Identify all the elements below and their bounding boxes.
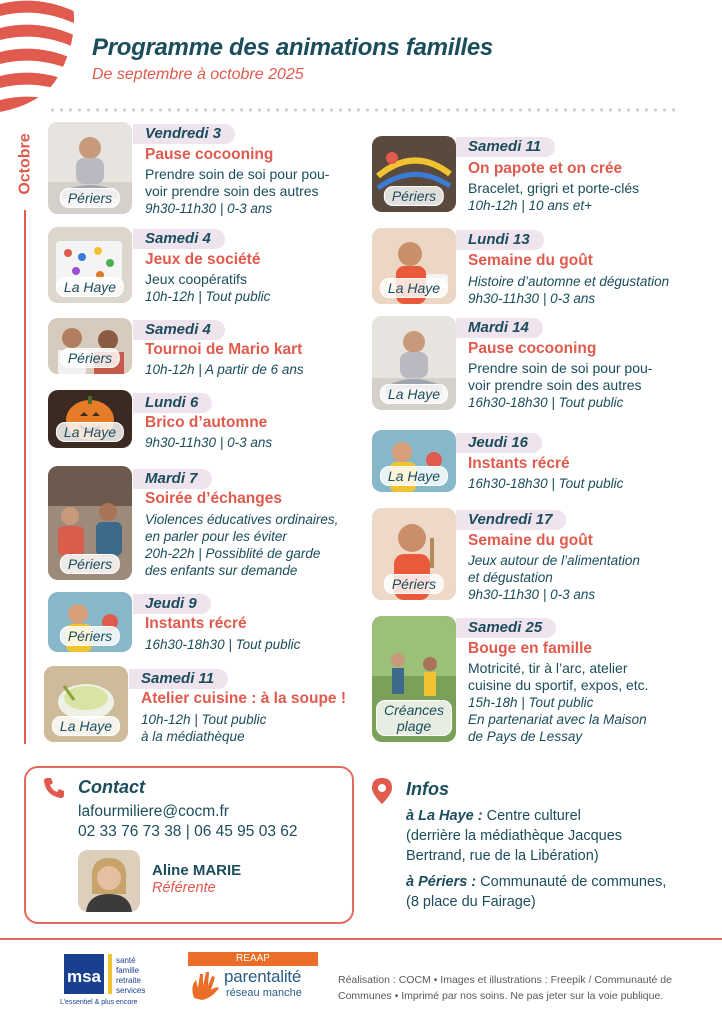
event-title: Soirée d’échanges: [145, 490, 282, 507]
event-title: Atelier cuisine : à la soupe !: [141, 690, 347, 707]
page-title: Programme des animations familles: [92, 34, 493, 61]
event-description: Prendre soin de soi pour pou- voir prendre soin des autres 9h30-11h30 | 0-3 ans: [145, 166, 330, 216]
decorative-stripes: [0, 0, 80, 112]
hand-icon: [188, 968, 222, 1002]
svg-text:retraite: retraite: [116, 976, 141, 985]
event-description: Jeux coopératifs 10h-12h | Tout public: [145, 271, 271, 304]
phone-icon: [42, 776, 66, 800]
event-photo-cooking-child: Périers: [372, 508, 456, 600]
event-description: Bracelet, grigri et porte-clés 10h-12h | 10 ans et+: [468, 180, 640, 213]
dotted-divider: [48, 108, 676, 112]
event-photo-crafts: Périers: [372, 136, 456, 212]
month-timeline-line: [24, 210, 26, 744]
event-title: Pause cocooning: [468, 340, 597, 357]
event-description: 16h30-18h30 | Tout public: [468, 476, 624, 491]
footer-divider: [0, 938, 722, 940]
infos-periers-address: (8 place du Fairage): [406, 894, 536, 910]
event-title: Bouge en famille: [468, 640, 593, 657]
avatar: [78, 850, 140, 912]
contact-phones[interactable]: 02 33 76 73 38 | 06 45 95 03 62: [78, 823, 298, 840]
event-description: Motricité, tir à l’arc, atelier cuisine du sportif, expos, etc. 15h-18h | Tout public En partenariat avec la Maison de Pays de Lessay: [468, 660, 649, 744]
event-photo-discussion-group: Périers: [48, 466, 132, 580]
event-day: Lundi 13: [456, 230, 544, 250]
event-photo-soup: La Haye: [44, 666, 128, 742]
contact-email[interactable]: lafourmiliere@cocm.fr: [78, 803, 229, 820]
event-photo-meditation: La Haye: [372, 316, 456, 410]
event-photo-family-sport: Créances plage: [372, 616, 456, 742]
event-day: Mardi 14: [456, 318, 543, 338]
infos-lahaye-address: (derrière la médiathèque Jacques: [406, 828, 623, 844]
svg-text:famille: famille: [116, 966, 140, 975]
event-title: Pause cocooning: [145, 146, 274, 163]
event-description: Jeux autour de l’alimentation et dégustation 9h30-11h30 | 0-3 ans: [468, 553, 640, 602]
event-photo-play: La Haye: [372, 430, 456, 492]
reaap-logo-text: parentalité: [224, 967, 302, 986]
event-photo-tasting: La Haye: [372, 228, 456, 304]
event-description: 16h30-18h30 | Tout public: [145, 637, 301, 652]
event-description: Histoire d’automne et dégustation 9h30-11h30 | 0-3 ans: [468, 274, 670, 306]
svg-text:services: services: [116, 986, 146, 995]
event-title: Semaine du goût: [468, 252, 593, 269]
infos-lahaye: à La Haye : Centre culturel: [406, 808, 581, 824]
event-description: 9h30-11h30 | 0-3 ans: [145, 435, 273, 450]
event-title: Brico d’automne: [145, 414, 268, 431]
credits-text: Réalisation : COCM • Images et illustrations : Freepik / Communauté de Communes • Imprimé par nos soins. Ne pas jeter sur la voie publique.: [338, 974, 672, 1002]
referent-name: Aline MARIE: [152, 862, 242, 879]
event-day: Jeudi 16: [456, 433, 542, 453]
event-photo-video-game: Périers: [48, 318, 132, 374]
event-photo-pumpkin: La Haye: [48, 390, 132, 448]
event-day: Vendredi 3: [133, 124, 235, 144]
infos-heading: Infos: [406, 779, 449, 799]
infos-lahaye-address: Bertrand, rue de la Libération): [406, 848, 599, 864]
event-day: Lundi 6: [133, 393, 212, 413]
event-day: Samedi 25: [456, 618, 556, 638]
event-day: Samedi 11: [456, 137, 555, 157]
event-title: Jeux de société: [145, 251, 261, 268]
reaap-logo-subtext: réseau manche: [226, 987, 302, 999]
msa-logo: [60, 952, 180, 1006]
infos-periers: à Périers : Communauté de communes,: [406, 874, 667, 890]
event-day: Vendredi 17: [456, 510, 566, 530]
event-day: Samedi 4: [133, 320, 225, 340]
event-title: Semaine du goût: [468, 532, 593, 549]
event-title: Instants récré: [145, 615, 247, 632]
event-description: Prendre soin de soi pour pou- voir prendre soin des autres 16h30-18h30 | Tout public: [468, 360, 653, 410]
contact-heading: Contact: [78, 777, 145, 797]
svg-text:L’essentiel & plus encore: L’essentiel & plus encore: [60, 999, 138, 1006]
reaap-label: REAAP: [188, 952, 318, 966]
event-photo-meditation: Périers: [48, 122, 132, 214]
page-subtitle: De septembre à octobre 2025: [92, 66, 304, 83]
location-pin-icon: [372, 778, 392, 804]
svg-text:santé: santé: [116, 956, 136, 965]
event-day: Mardi 7: [133, 469, 212, 489]
event-photo-play: Périers: [48, 592, 132, 652]
event-day: Samedi 11: [129, 669, 228, 689]
event-photo-board-game: La Haye: [48, 227, 132, 303]
event-title: Tournoi de Mario kart: [145, 341, 303, 358]
event-description: 10h-12h | Tout public à la médiathèque: [141, 712, 267, 744]
event-description: 10h-12h | A partir de 6 ans: [145, 362, 304, 377]
event-title: On papote et on crée: [468, 160, 623, 177]
svg-text:msa: msa: [66, 967, 102, 986]
referent-role: Référente: [152, 880, 216, 896]
event-day: Samedi 4: [133, 229, 225, 249]
contact-box: [24, 766, 354, 924]
event-day: Jeudi 9: [133, 594, 211, 614]
event-description: Violences éducatives ordinaires, en parler pour les éviter 20h-22h | Possiblité de garde des enfants sur demande: [145, 512, 339, 578]
month-label: Octobre: [17, 133, 34, 195]
event-title: Instants récré: [468, 455, 570, 472]
